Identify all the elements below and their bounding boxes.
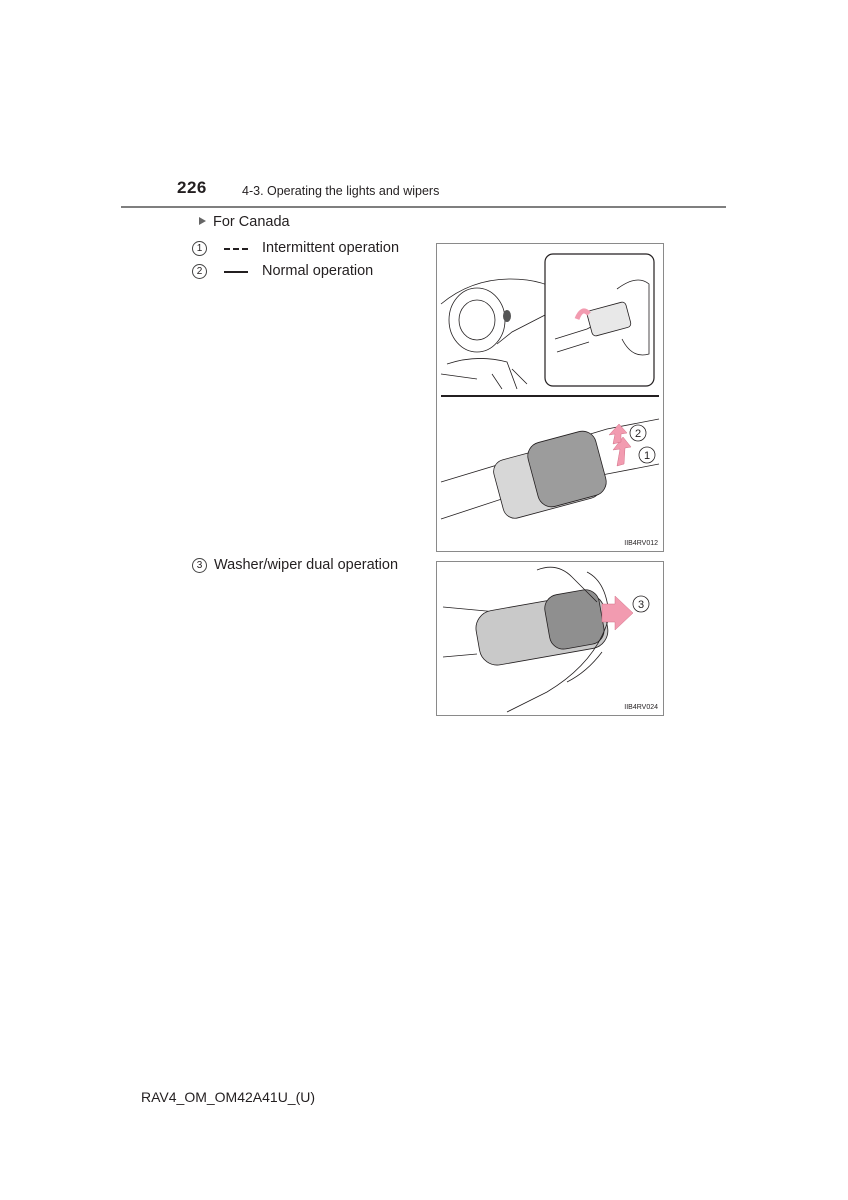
figure-code: IIB4RV024	[624, 704, 658, 711]
legend-number-2: 2	[192, 264, 207, 279]
section-title: 4-3. Operating the lights and wipers	[242, 184, 440, 198]
washer-lever-illustration	[437, 562, 663, 715]
triangle-bullet-icon	[199, 217, 206, 225]
dual-operation-label: Washer/wiper dual operation	[214, 557, 399, 573]
callout-number-2: 2	[634, 428, 642, 440]
callout-number-3: 3	[637, 599, 645, 611]
legend-label-normal: Normal operation	[262, 263, 374, 279]
footer-doc-id: RAV4_OM_OM42A41U_(U)	[141, 1089, 316, 1105]
header-divider	[121, 206, 726, 208]
wiper-lever-figure	[436, 243, 664, 552]
region-label-text: For Canada	[213, 214, 290, 230]
figure-code: IIB4RV012	[624, 540, 658, 547]
washer-lever-figure	[436, 561, 664, 716]
wiper-lever-illustration	[437, 244, 663, 551]
dashed-line-icon	[224, 248, 248, 250]
lever-location-marker	[503, 310, 511, 322]
legend-number-1: 1	[192, 241, 207, 256]
solid-line-icon	[224, 271, 248, 273]
legend-label-intermittent: Intermittent operation	[262, 240, 400, 256]
page-number: 226	[177, 178, 207, 197]
callout-number-1: 1	[643, 450, 651, 462]
region-label	[199, 214, 290, 230]
dual-operation-number: 3	[192, 558, 207, 573]
